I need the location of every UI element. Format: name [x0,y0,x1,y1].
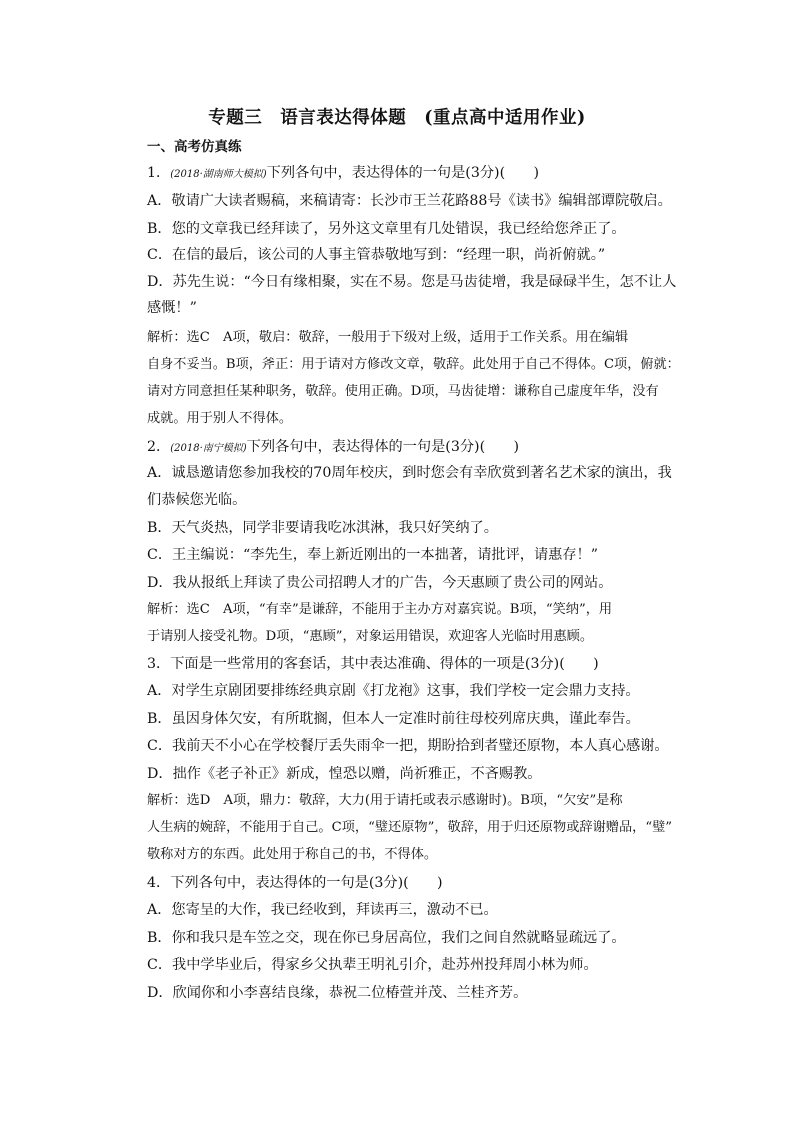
question-4-option-a: A．您寄呈的大作，我已经收到，拜读再三，激动不已。 [147,902,498,918]
question-4-option-b: B．你和我只是车笠之交，现在你已身居高位，我们之间自然就略显疏远了。 [147,930,626,946]
question-1-option-a: A．敬请广大读者赐稿，来稿请寄：长沙市王兰花路88号《读书》编辑部谭院敬启。 [147,193,672,209]
question-4-option-d: D．欣闻你和小李喜结良缘，恭祝二位椿萱并茂、兰桂齐芳。 [147,985,528,1001]
question-1-analysis-line: 请对方同意担任某种职务，敬辞。使用正确。D项，马齿徒增：谦称自己虚度年华，没有 [147,384,659,399]
question-3-stem [147,654,599,674]
question-number: 3． [147,656,171,672]
question-number: 2． [147,439,171,455]
question-2-option-d: D．我从报纸上拜读了贵公司招聘人才的广告，今天惠顾了贵公司的网站。 [147,575,613,591]
question-1-option-c: C．在信的最后，该公司的人事主管恭敬地写到：“经理一职，尚祈俯就。” [147,247,606,263]
question-2-stem [147,437,519,459]
question-2-analysis-line: 于请别人接受礼物。D项，“惠顾”，对象运用错误，欢迎客人光临时用惠顾。 [147,629,594,644]
question-3-option-a: A．对学生京剧团要排练经典京剧《打龙袍》这事，我们学校一定会鼎力支持。 [147,683,640,699]
question-2-option-b: B．天气炎热，同学非要请我吃冰淇淋，我只好笑纳了。 [147,520,498,536]
question-2-analysis-line: 解析：选C A项，“有幸”是谦辞，不能用于主办方对嘉宾说。B项，“笑纳”，用 [147,602,613,617]
section-heading: 一、高考仿真练 [147,139,242,155]
question-text: 下列各句中，表达得体的一句是(3分)( ) [170,875,443,891]
question-number: 1． [147,165,171,181]
page-title: 专题三 语言表达得体题 (重点高中适用作业) [208,108,586,128]
question-3-option-d: D．拙作《老子补正》新成，惶恐以赠，尚祈雅正，不吝赐教。 [147,766,542,782]
question-1-analysis-line: 成就。用于别人不得体。 [147,411,293,426]
question-1-analysis-line: 解析：选C A项，敬启：敬辞，一般用于下级对上级，适用于工作关系。用在编辑 [147,330,629,345]
question-text: 下面是一些常用的客套话，其中表达准确、得体的一项是(3分)( ) [170,656,599,672]
question-2-option-a: A．诚恳邀请您参加我校的70周年校庆，到时您会有幸欣赏到著名艺术家的演出，我 [147,465,672,481]
question-3-option-b: B．虽因身体欠安，有所耽搁，但本人一定准时前往母校列席庆典，谨此奉告。 [147,711,640,727]
question-3-analysis-line: 人生病的婉辞，不能用于自己。C项，“璧还原物”，敬辞，用于归还原物或辞谢赠品，“璧” [147,820,672,835]
question-3-option-c: C．我前天不小心在学校餐厅丢失雨伞一把，期盼拾到者璧还原物，本人真心感谢。 [147,738,669,754]
question-3-analysis-line: 敬称对方的东西。此处用于称自己的书，不得体。 [147,847,438,862]
question-1-analysis-line: 自身不妥当。B项，斧正：用于请对方修改文章，敬辞。此处用于自己不得体。C项，俯就： [147,357,680,372]
question-1-option-d: D．苏先生说：“今日有缘相聚，实在不易。您是马齿徒增，我是碌碌半生，怎不让人 [147,274,677,290]
question-2-option-a-cont: 们恭候您光临。 [147,492,247,508]
question-number: 4． [147,875,171,891]
question-text: 下列各句中，表达得体的一句是(3分)( ) [246,439,520,455]
question-source: (2018·南宁模拟) [170,443,247,454]
question-4-option-c: C．我中学毕业后，得家乡父执辈王明礼引介，赴苏州投拜周小林为师。 [147,957,598,973]
question-4-stem [147,873,443,893]
question-text: 下列各句中，表达得体的一句是(3分)( ) [266,165,540,181]
question-2-option-c: C．王主编说：“李先生，奉上新近刚出的一本拙著，请批评，请惠存！” [147,547,598,563]
question-1-option-d-cont: 感慨！” [147,300,197,316]
question-1-option-b: B．您的文章我已经拜读了，另外这文章里有几处错误，我已经给您斧正了。 [147,221,626,237]
question-source: (2018·湖南师大模拟) [170,169,267,180]
question-3-analysis-line: 解析：选D A项，鼎力：敬辞，大力(用于请托或表示感谢时)。B项，“欠安”是称 [147,793,623,808]
question-1-stem [147,163,539,185]
